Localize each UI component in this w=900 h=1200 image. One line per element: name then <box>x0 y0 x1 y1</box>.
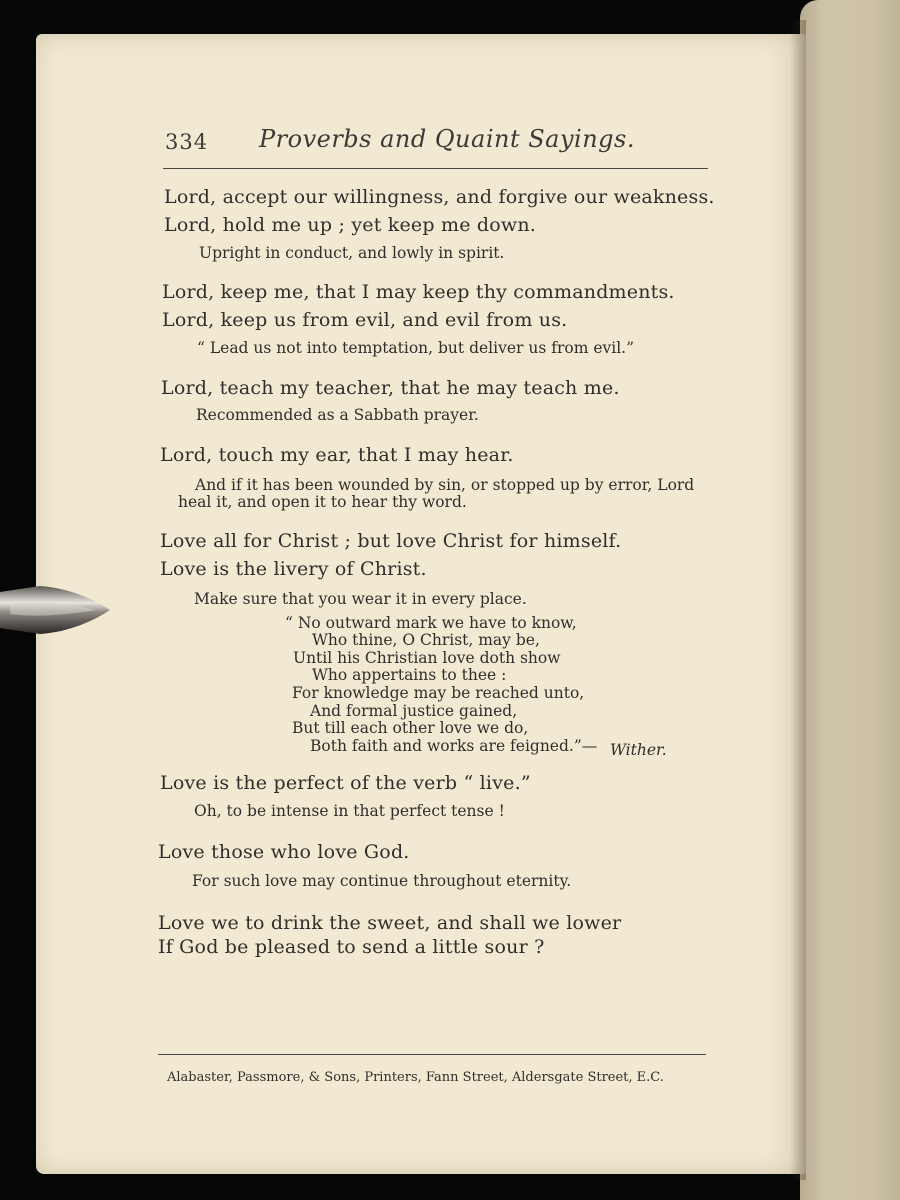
header-rule <box>163 168 708 169</box>
poem-line: Both faith and works are feigned.”— <box>310 737 598 755</box>
commentary-line: Recommended as a Sabbath prayer. <box>196 406 479 424</box>
poem-line: “ No outward mark we have to know, <box>285 614 577 632</box>
proverb-line: Lord, hold me up ; yet keep me down. <box>164 214 537 236</box>
proverb-line: Love is the livery of Christ. <box>160 558 427 580</box>
adjacent-page-edge <box>800 0 900 1200</box>
proverb-line: Lord, accept our willingness, and forgive our weakness. <box>164 186 715 208</box>
running-title: Proverbs and Quaint Sayings. <box>259 125 635 153</box>
proverb-line: Love those who love God. <box>158 841 410 863</box>
commentary-line: Make sure that you wear it in every place. <box>194 590 527 608</box>
running-header <box>165 122 707 162</box>
footer-rule <box>158 1054 706 1055</box>
poem-line: Who appertains to thee : <box>312 666 507 684</box>
gutter-shadow <box>790 20 806 1180</box>
poem-attribution: Wither. <box>610 741 667 759</box>
metal-pointer-icon <box>0 582 112 638</box>
commentary-line: For such love may continue throughout eternity. <box>192 872 572 890</box>
proverb-line: Love all for Christ ; but love Christ for himself. <box>160 530 622 552</box>
proverb-line: Lord, keep me, that I may keep thy commandments. <box>162 281 675 303</box>
commentary-line: And if it has been wounded by sin, or stopped up by error, Lord <box>195 476 695 494</box>
proverb-line: If God be pleased to send a little sour ? <box>158 936 545 958</box>
page-number: 334 <box>165 130 209 154</box>
proverb-line: Love we to drink the sweet, and shall we lower <box>158 912 622 934</box>
printer-imprint: Alabaster, Passmore, & Sons, Printers, Fann Street, Aldersgate Street, E.C. <box>167 1070 664 1085</box>
poem-line: And formal justice gained, <box>310 702 518 720</box>
commentary-line: Upright in conduct, and lowly in spirit. <box>199 244 505 262</box>
poem-line: Who thine, O Christ, may be, <box>312 631 540 649</box>
proverb-line: Lord, touch my ear, that I may hear. <box>160 444 514 466</box>
commentary-line: Oh, to be intense in that perfect tense ! <box>194 802 505 820</box>
commentary-line: “ Lead us not into temptation, but deliver us from evil.” <box>197 339 635 357</box>
proverb-line: Lord, teach my teacher, that he may teach me. <box>161 377 620 399</box>
poem-line: Until his Christian love doth show <box>293 649 561 667</box>
commentary-line: heal it, and open it to hear thy word. <box>178 493 467 511</box>
poem-line: For knowledge may be reached unto, <box>292 684 585 702</box>
poem-line: But till each other love we do, <box>292 719 529 737</box>
proverb-line: Lord, keep us from evil, and evil from us. <box>162 309 568 331</box>
proverb-line: Love is the perfect of the verb “ live.” <box>160 772 531 794</box>
